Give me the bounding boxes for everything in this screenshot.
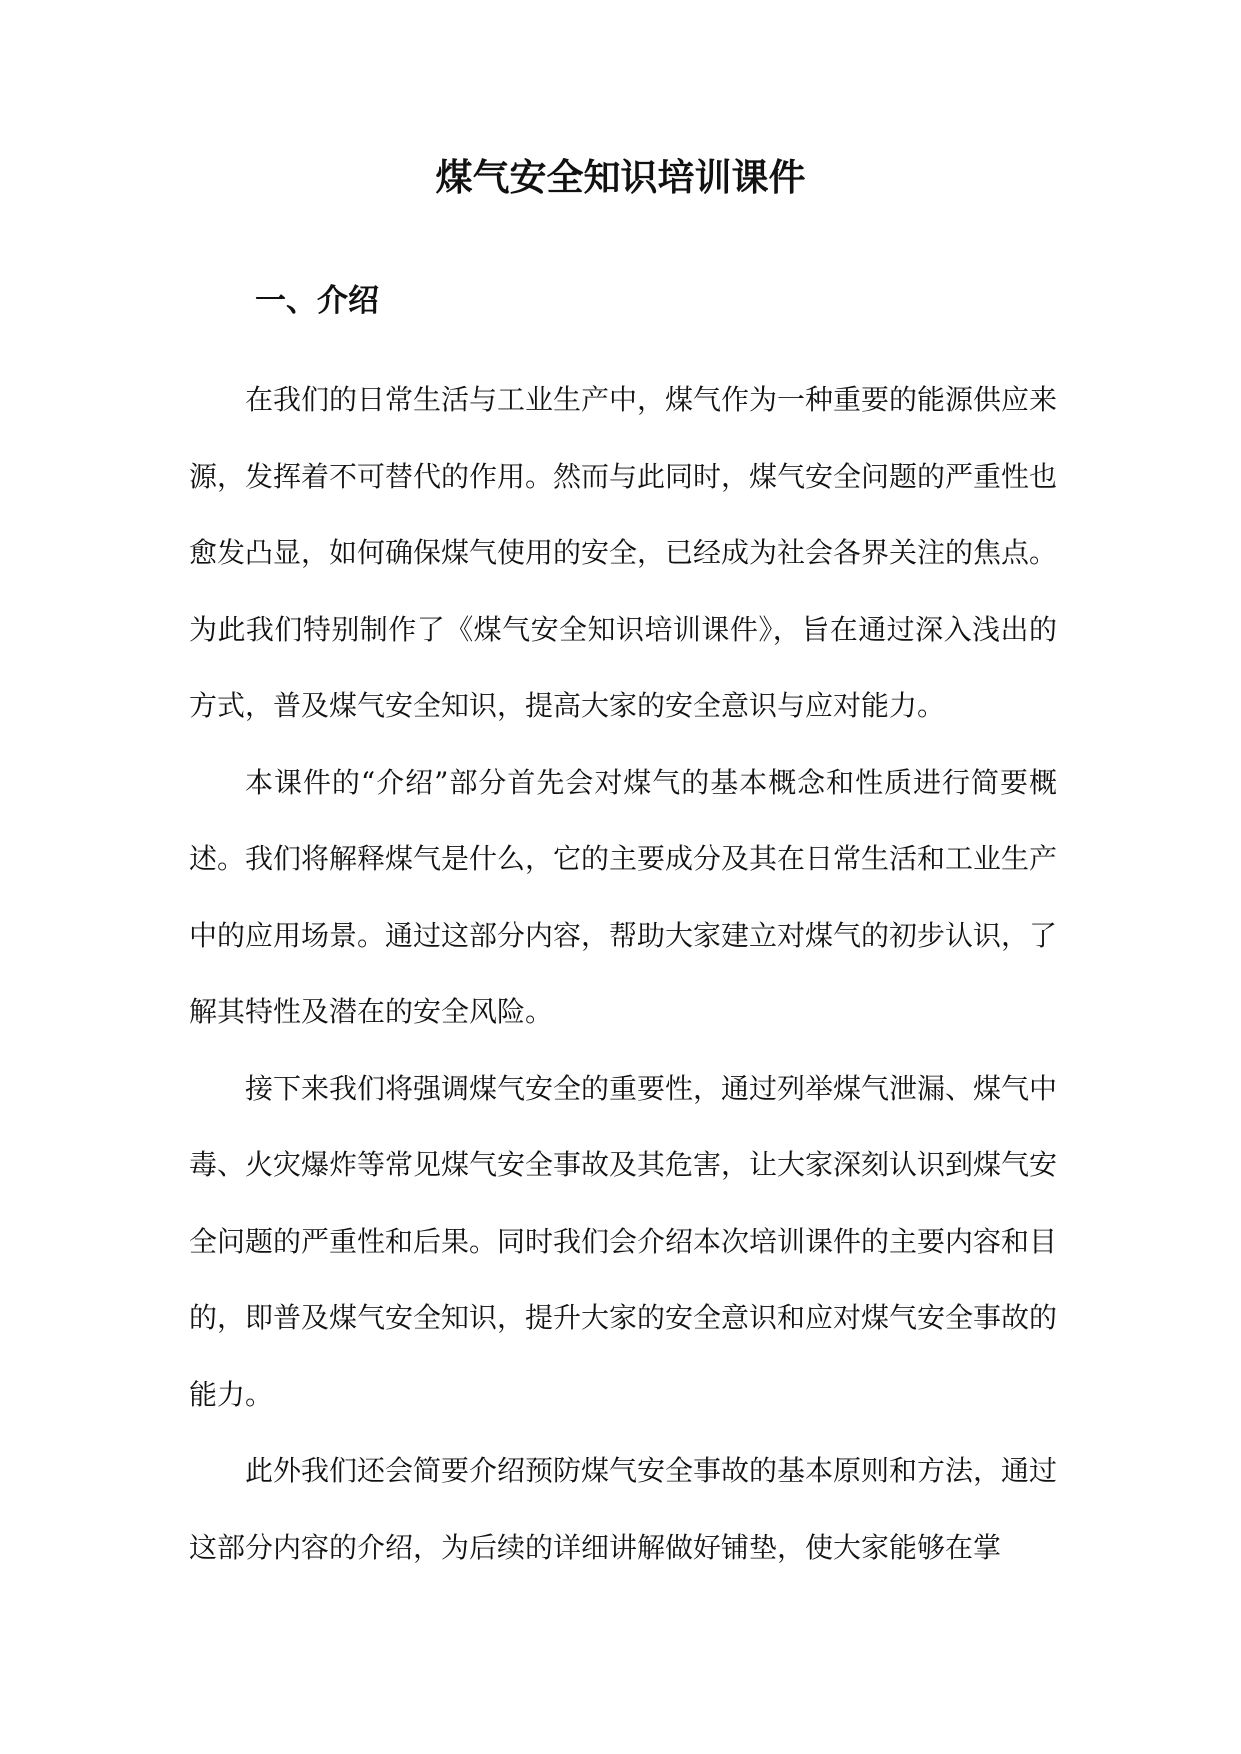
paragraph: 在我们的日常生活与工业生产中，煤气作为一种重要的能源供应来源，发挥着不可替代的作用。然而与此同时，煤气安全问题的严重性也愈发凸显，如何确保煤气使用的安全，已经成为社会各界关注的焦点。为此我们特别制作了《煤气安全知识培训课件》，旨在通过深入浅出的方式，普及煤气安全知识，提高大家的安全意识与应对能力。 — [189, 383, 1058, 722]
document-title: 煤气安全知识培训课件 — [435, 155, 806, 199]
paragraph: 此外我们还会简要介绍预防煤气安全事故的基本原则和方法，通过这部分内容的介绍，为后续的详细讲解做好铺垫，使大家能够在掌 — [189, 1454, 1058, 1564]
section-heading: 一、介绍 — [255, 283, 379, 319]
paragraph: 接下来我们将强调煤气安全的重要性，通过列举煤气泄漏、煤气中毒、火灾爆炸等常见煤气安全事故及其危害，让大家深刻认识到煤气安全问题的严重性和后果。同时我们会介绍本次培训课件的主要内容和目的，即普及煤气安全知识，提升大家的安全意识和应对煤气安全事故的能力。 — [189, 1071, 1058, 1411]
paragraph: 本课件的“介绍”部分首先会对煤气的基本概念和性质进行简要概述。我们将解释煤气是什么，它的主要成分及其在日常生活和工业生产中的应用场景。通过这部分内容，帮助大家建立对煤气的初步认识，了解其特性及潜在的安全风险。 — [189, 765, 1058, 1028]
document-body — [189, 362, 1057, 1586]
